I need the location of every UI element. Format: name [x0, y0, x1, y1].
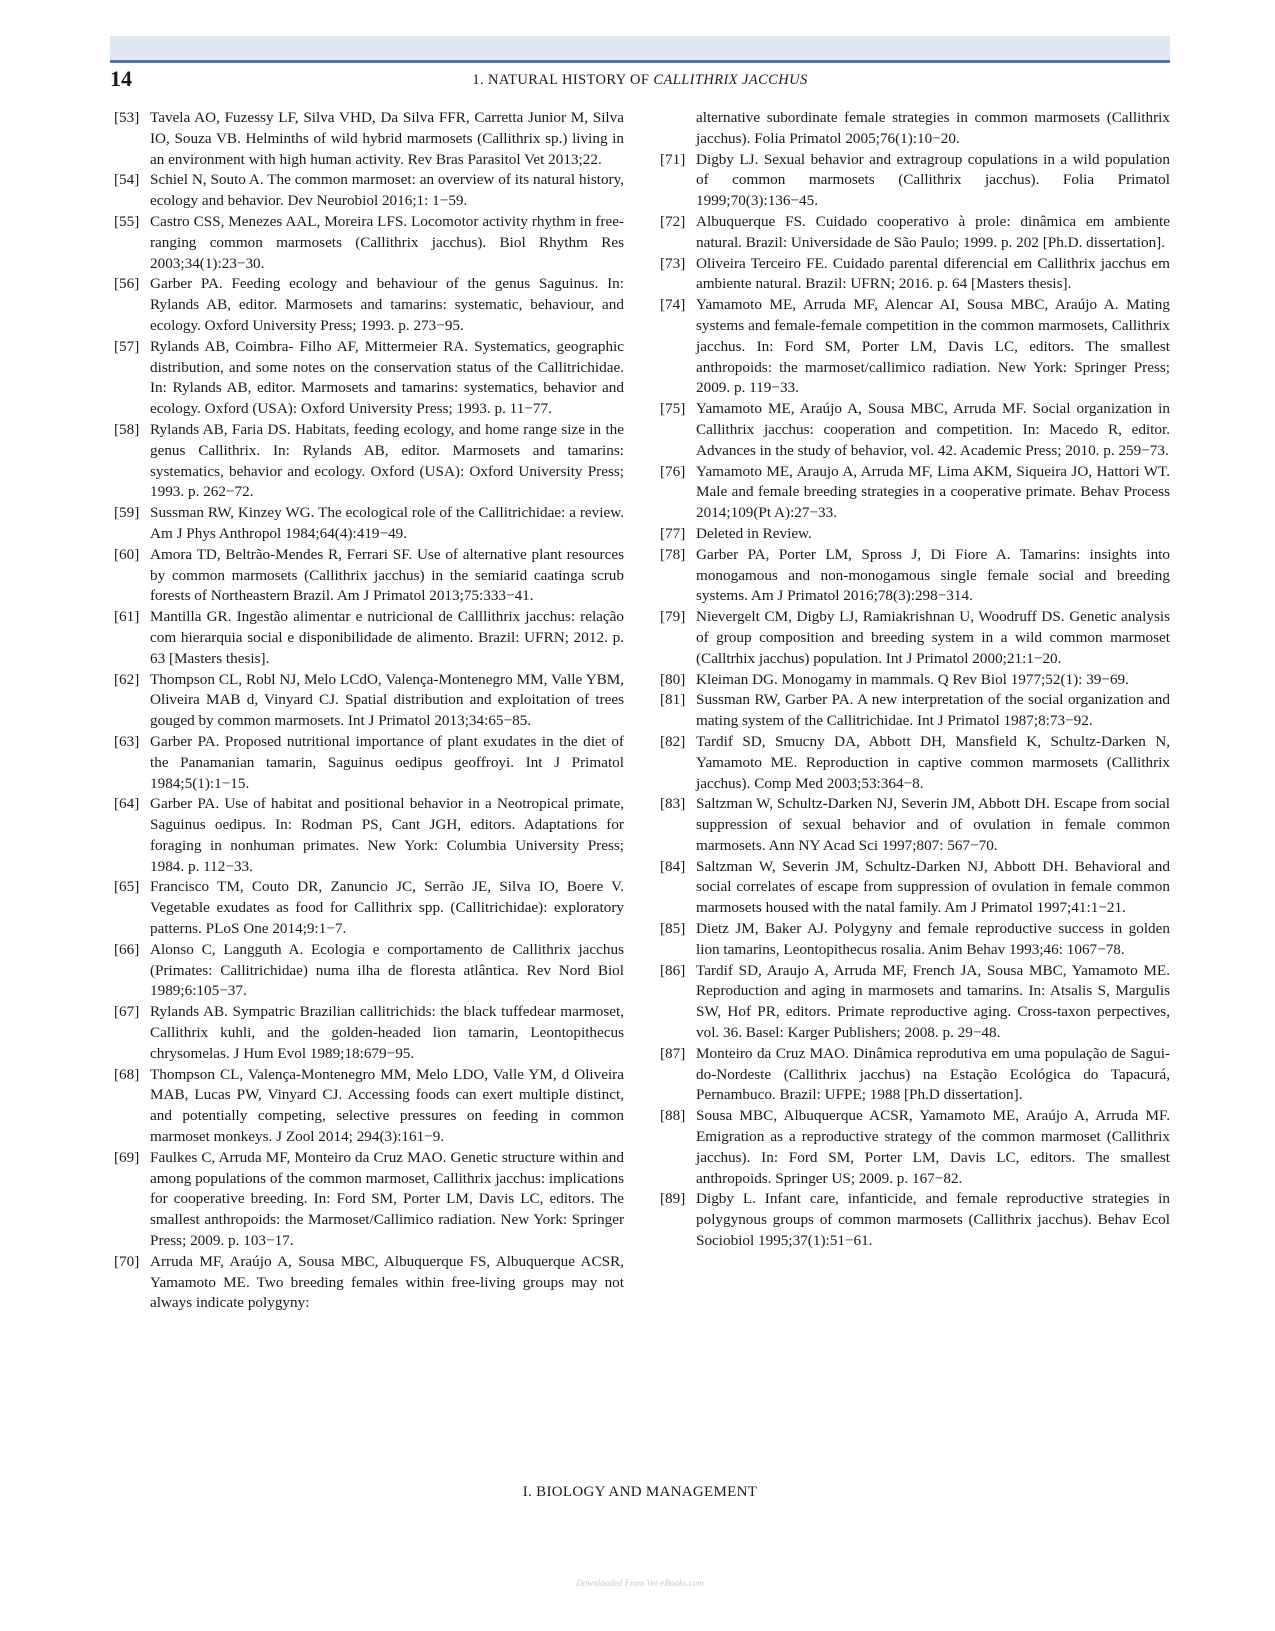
reference-entry [660, 462, 1170, 524]
reference-continuation: alternative subordinate female strategies in common marmosets (Callithrix jacchus). Folia Primatol 2005;76(1):10−20. [696, 109, 1170, 147]
reference-text: Castro CSS, Menezes AAL, Moreira LFS. Locomotor activity rhythm in free-ranging common marmosets (Callithrix jacchus). Biol Rhythm Res 2003;34(1):23−30. [150, 212, 624, 272]
reference-entry [660, 545, 1170, 607]
reference-entry [660, 919, 1170, 961]
reference-entry [114, 732, 624, 794]
reference-number: [83] [660, 795, 686, 813]
reference-entry [114, 337, 624, 420]
references-right-column [660, 108, 1170, 1252]
reference-number: [66] [114, 940, 140, 958]
running-head [110, 72, 1170, 89]
reference-text: Mantilla GR. Ingestão alimentar e nutricional de Calllithrix jacchus: relação com hierarquia social e disponibilidade de alimento. Brazil: UFRN; 2012. p. 63 [Masters thesis]. [150, 608, 624, 667]
reference-number: [62] [114, 670, 140, 688]
reference-number: [86] [660, 961, 686, 979]
reference-text: Francisco TM, Couto DR, Zanuncio JC, Serrão JE, Silva IO, Boere V. Vegetable exudates as food for Callithrix spp. (Callitrichidae): exploratory patterns. PLoS One 2014;9:1−7. [150, 878, 624, 938]
reference-number: [77] [660, 524, 686, 542]
reference-number: [78] [660, 545, 686, 563]
reference-number: [69] [114, 1148, 140, 1166]
reference-entry [660, 212, 1170, 254]
reference-entry [660, 1106, 1170, 1189]
reference-entry [660, 295, 1170, 399]
reference-entry [660, 607, 1170, 669]
reference-entry [660, 254, 1170, 296]
reference-text: Tavela AO, Fuzessy LF, Silva VHD, Da Silva FFR, Carretta Junior M, Silva IO, Souza VB. Helminths of wild hybrid marmosets (Callithrix sp.) living in an environment with high human activity. Rev Bras Parasitol Vet 2013;22. [150, 109, 624, 168]
reference-number: [54] [114, 171, 140, 189]
reference-text: Faulkes C, Arruda MF, Monteiro da Cruz MAO. Genetic structure within and among populations of the common marmoset, Callithrix jacchus: implications for cooperative breeding. In: Ford SM, Porter LM, Davis LC, editors. The smallest anthropoids: the Marmoset/Callimico radiation. New York: Springer Press; 2009. p. 103−17. [150, 1148, 624, 1250]
page-number: 14 [110, 66, 132, 91]
reference-text: Tardif SD, Smucny DA, Abbott DH, Mansfield K, Schultz-Darken N, Yamamoto ME. Reproduction in captive common marmosets (Callithrix jacchus). Comp Med 2003;53:364−8. [696, 732, 1170, 792]
reference-number: [67] [114, 1003, 140, 1021]
reference-text: Digby LJ. Sexual behavior and extragroup copulations in a wild population of common marmosets (Callithrix jacchus). Folia Primatol 1999;70(3):136−45. [696, 150, 1170, 210]
reference-text: Yamamoto ME, Arruda MF, Alencar AI, Sousa MBC, Araújo A. Mating systems and female-female competition in the common marmosets, Callithrix jacchus. In: Ford SM, Porter LM, Davis LC, editors. The smallest anthropoids: the marmoset/callimico radiation. New York: Springer Press; 2009. p. 119−33. [696, 296, 1170, 397]
reference-entry [114, 940, 624, 1002]
reference-entry [660, 857, 1170, 919]
reference-number: [59] [114, 504, 140, 522]
reference-entry [114, 503, 624, 545]
reference-number: [53] [114, 109, 140, 126]
reference-text: Albuquerque FS. Cuidado cooperativo à prole: dinâmica em ambiente natural. Brazil: Universidade de São Paulo; 1999. p. 202 [Ph.D. dissertation]. [696, 212, 1170, 251]
reference-text: Yamamoto ME, Araújo A, Sousa MBC, Arruda MF. Social organization in Callithrix jacchus: cooperation and competition. In: Macedo R, editor. Advances in the study of behavior, vol. 42. Academic Press; 2010. p. 259−73. [696, 400, 1170, 459]
reference-entry [114, 1002, 624, 1064]
reference-text: Garber PA. Feeding ecology and behaviour of the genus Saguinus. In: Rylands AB, editor. Marmosets and tamarins: systematic, behaviour, and ecology. Oxford University Press; 1993. p. 273−95. [150, 275, 624, 334]
reference-number: [85] [660, 920, 686, 938]
reference-text: Oliveira Terceiro FE. Cuidado parental diferencial em Callithrix jacchus em ambiente natural. Brazil: UFRN; 2016. p. 64 [Masters thesis]. [696, 254, 1170, 293]
reference-text: Thompson CL, Robl NJ, Melo LCdO, Valença-Montenegro MM, Valle YBM, Oliveira MAB d, Vinyard CJ. Spatial distribution and exploitation of trees gouged by common marmosets. Int J Primatol 2013;34:65−85. [150, 670, 624, 730]
reference-entry [114, 1148, 624, 1252]
reference-entry [114, 1065, 624, 1148]
reference-number: [58] [114, 420, 140, 438]
reference-text: Saltzman W, Severin JM, Schultz-Darken NJ, Abbott DH. Behavioral and social correlates of escape from suppression of ovulation in female common marmosets housed with the natal family. Am J Primatol 1997;41:1−21. [696, 857, 1170, 917]
reference-entry [660, 690, 1170, 732]
reference-entry [114, 108, 624, 170]
reference-entry [114, 420, 624, 503]
reference-text: Rylands AB. Sympatric Brazilian callitrichids: the black tuffedear marmoset, Callithrix kuhli, and the golden-headed lion tamarin, Leontopithecus chrysomelas. J Hum Evol 1989;18:679−95. [150, 1003, 624, 1062]
reference-number: [87] [660, 1044, 686, 1062]
reference-number: [84] [660, 857, 686, 875]
reference-text: Garber PA, Porter LM, Spross J, Di Fiore A. Tamarins: insights into monogamous and non-monogamous single female social and breeding systems. Am J Primatol 2016;78(3):298−314. [696, 545, 1170, 605]
watermark: Downloaded From Vet-eBooks.com [576, 1578, 704, 1588]
reference-number: [65] [114, 878, 140, 896]
reference-text: Alonso C, Langguth A. Ecologia e comportamento de Callithrix jacchus (Primates: Callitrichidae) numa ilha de floresta atlântica. Rev Nord Biol 1989;6:105−37. [150, 940, 624, 1000]
reference-number: [63] [114, 732, 140, 750]
reference-text: Deleted in Review. [696, 524, 812, 542]
reference-text: Amora TD, Beltrão-Mendes R, Ferrari SF. Use of alternative plant resources by common marmosets (Callithrix jacchus) in the semiarid caatinga scrub forests of Northeastern Brazil. Am J Primatol 2013;75:333−41. [150, 545, 624, 605]
reference-number: [56] [114, 275, 140, 293]
reference-text: Sussman RW, Kinzey WG. The ecological role of the Callitrichidae: a review. Am J Phys Anthropol 1984;64(4):419−49. [150, 504, 624, 542]
reference-text: Digby L. Infant care, infanticide, and female reproductive strategies in polygynous groups of common marmosets (Callithrix jacchus). Behav Ecol Sociobiol 1995;37(1):51−61. [696, 1190, 1170, 1250]
reference-number: [80] [660, 670, 686, 688]
reference-entry [660, 1044, 1170, 1106]
reference-entry [114, 170, 624, 212]
reference-number: [79] [660, 608, 686, 626]
reference-number: [75] [660, 400, 686, 418]
reference-entry [660, 670, 1170, 691]
header-band [110, 36, 1170, 60]
reference-text: Rylands AB, Faria DS. Habitats, feeding ecology, and home range size in the genus Callithrix. In: Rylands AB, editor. Marmosets and tamarins: systematics, behavior and ecology. Oxford (USA): Oxford University Press; 1993. p. 262−72. [150, 420, 624, 501]
reference-entry [660, 524, 1170, 545]
reference-number: [74] [660, 296, 686, 314]
reference-entry [114, 1252, 624, 1314]
reference-number: [88] [660, 1107, 686, 1125]
reference-text: Thompson CL, Valença-Montenegro MM, Melo LDO, Valle YM, d Oliveira MAB, Lucas PW, Vinyard CJ. Accessing foods can exert multiple distinct, and potentially competing, selective pressures on feeding in common marmoset monkeys. J Zool 2014; 294(3):161−9. [150, 1065, 624, 1146]
reference-text: Tardif SD, Araujo A, Arruda MF, French JA, Sousa MBC, Yamamoto ME. Reproduction and aging in marmosets and tamarins. In: Atsalis S, Margulis SW, Hof PR, editors. Primate reproductive aging. Cross-taxon perpectives, vol. 36. Basel: Karger Publishers; 2008. p. 29−48. [696, 961, 1170, 1042]
reference-entry [114, 212, 624, 274]
reference-text: Kleiman DG. Monogamy in mammals. Q Rev Biol 1977;52(1): 39−69. [696, 670, 1129, 688]
reference-entry [114, 670, 624, 732]
reference-number: [61] [114, 608, 140, 626]
reference-text: Sussman RW, Garber PA. A new interpretation of the social organization and mating system of the Callitrichidae. Int J Primatol 1987;8:73−92. [696, 691, 1170, 730]
reference-entry [660, 150, 1170, 212]
reference-entry [114, 545, 624, 607]
reference-number: [71] [660, 150, 686, 168]
reference-text: Garber PA. Proposed nutritional importance of plant exudates in the diet of the Panamanian tamarin, Saguinus oedipus geoffroyi. Int J Primatol 1984;5(1):1−15. [150, 732, 624, 792]
reference-number: [70] [114, 1252, 140, 1270]
reference-number: [76] [660, 462, 686, 480]
header-rule [110, 60, 1170, 63]
reference-entry [660, 794, 1170, 856]
reference-number: [73] [660, 254, 686, 272]
reference-number: [82] [660, 732, 686, 750]
reference-entry [660, 961, 1170, 1044]
reference-number: [64] [114, 795, 140, 813]
reference-entry [660, 732, 1170, 794]
reference-text: Garber PA. Use of habitat and positional behavior in a Neotropical primate, Saguinus oedipus. In: Rodman PS, Cant JGH, editors. Adaptations for foraging in nonhuman primates. New York: Columbia University Press; 1984. p. 112−33. [150, 795, 624, 875]
reference-text: Monteiro da Cruz MAO. Dinâmica reprodutiva em uma população de Sagui-do-Nordeste (Callithrix jacchus) na Estação Ecológica do Tapacurá, Pernambuco. Brazil: UFPE; 1988 [Ph.D dissertation]. [696, 1044, 1170, 1104]
reference-text: Rylands AB, Coimbra- Filho AF, Mittermeier RA. Systematics, geographic distribution, and some notes on the conservation status of the Callitrichidae. In: Rylands AB, editor. Marmosets and tamarins: systematics, behavior and ecology. Oxford (USA): Oxford University Press; 1993. p. 11−77. [150, 337, 624, 418]
reference-entry [660, 399, 1170, 461]
reference-entry [114, 607, 624, 669]
reference-number: [72] [660, 212, 686, 230]
reference-number: [81] [660, 691, 686, 709]
reference-text: Saltzman W, Schultz-Darken NJ, Severin JM, Abbott DH. Escape from social suppression of sexual behavior and of ovulation in female common marmosets. Ann NY Acad Sci 1997;807: 567−70. [696, 795, 1170, 854]
reference-text: Schiel N, Souto A. The common marmoset: an overview of its natural history, ecology and behavior. Dev Neurobiol 2016;1: 1−59. [150, 171, 624, 210]
reference-text: Sousa MBC, Albuquerque ACSR, Yamamoto ME, Araújo A, Arruda MF. Emigration as a reproductive strategy of the common marmoset (Callithrix jacchus). In: Ford SM, Porter LM, Davis LC, editors. The smallest anthropoids. Springer US; 2009. p. 167−82. [696, 1107, 1170, 1187]
reference-entry [114, 877, 624, 939]
references-left-column [114, 108, 624, 1314]
reference-number: [60] [114, 545, 140, 563]
running-head-prefix: 1. NATURAL HISTORY OF [472, 72, 654, 88]
reference-entry [114, 274, 624, 336]
reference-number: [55] [114, 212, 140, 230]
reference-number: [68] [114, 1065, 140, 1083]
reference-text: Dietz JM, Baker AJ. Polygyny and female reproductive success in golden lion tamarins, Leontopithecus rosalia. Anim Behav 1993;46: 1067−78. [696, 920, 1170, 958]
reference-text: Nievergelt CM, Digby LJ, Ramiakrishnan U, Woodruff DS. Genetic analysis of group composition and breeding system in a wild common marmoset (Calltrhix jacchus) population. Int J Primatol 2000;21:1−20. [696, 608, 1170, 667]
section-footer: I. BIOLOGY AND MANAGEMENT [522, 1484, 758, 1500]
reference-text: Arruda MF, Araújo A, Sousa MBC, Albuquerque FS, Albuquerque ACSR, Yamamoto ME. Two breeding females within free-living groups may not always indicate polygyny: [150, 1252, 624, 1312]
running-head-species: CALLITHRIX JACCHUS [653, 72, 808, 88]
reference-entry [660, 1189, 1170, 1251]
reference-number: [89] [660, 1190, 686, 1208]
reference-number: [57] [114, 337, 140, 355]
reference-text: Yamamoto ME, Araujo A, Arruda MF, Lima AKM, Siqueira JO, Hattori WT. Male and female breeding strategies in a cooperative primate. Behav Process 2014;109(Pt A):27−33. [696, 462, 1170, 522]
reference-entry [114, 794, 624, 877]
